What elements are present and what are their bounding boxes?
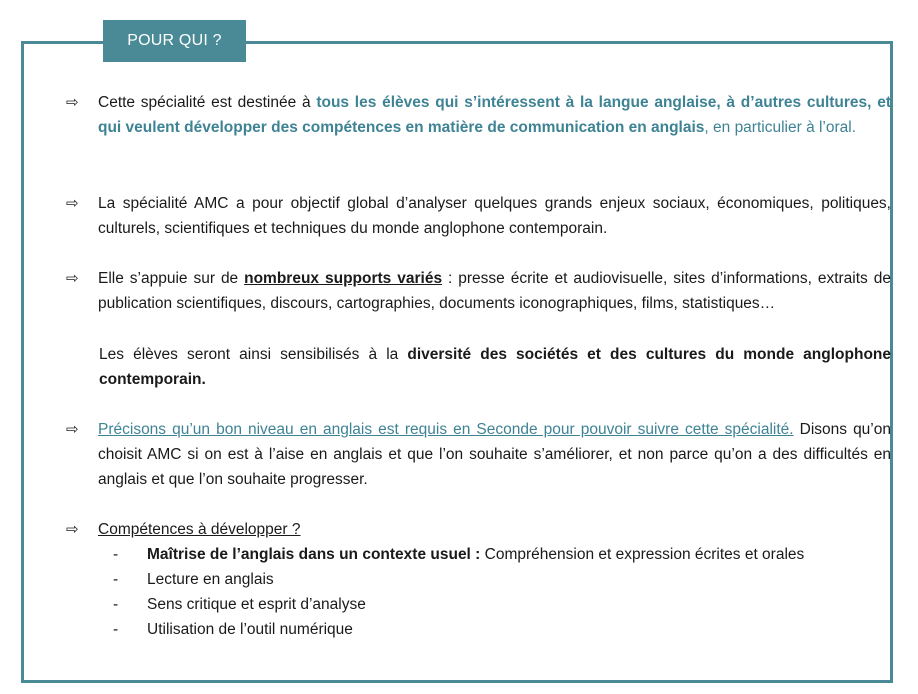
arrow-right-icon: ⇨: [66, 94, 79, 111]
conclusion-intro: Les élèves seront ainsi sensibilisés à la: [99, 346, 408, 363]
dash-marker: -: [113, 621, 119, 638]
dash-marker: -: [113, 596, 119, 613]
arrow-right-icon: ⇨: [66, 270, 79, 287]
audience-tail: , en particulier à l’oral.: [704, 119, 857, 136]
bullet-item-level: [66, 417, 891, 492]
arrow-right-icon: ⇨: [66, 421, 79, 438]
dash-marker: -: [113, 546, 119, 563]
bullet-text: La spécialité AMC a pour objectif global d’analyser quelques grands enjeux sociaux, économiques, politiques, culturels, scientifiques et techniques du monde anglophone contemporain.: [98, 195, 891, 237]
bullet-intro: Cette spécialité est destinée à: [98, 94, 317, 111]
skill-text: Sens critique et esprit d’analyse: [147, 596, 366, 613]
arrow-right-icon: ⇨: [66, 195, 79, 212]
skill-text: Lecture en anglais: [147, 571, 274, 588]
bullet-item-objective: [66, 191, 891, 241]
level-tail: Disons qu’on choisit AMC si on est à l’aise en anglais et que l’on souhaite s’améliorer, et non parce qu’on a des difficultés en anglais et que l’on souhaite progresser.: [98, 421, 891, 488]
bullet-text: [98, 90, 891, 140]
bullet-text: [98, 417, 891, 492]
supports-tail: : presse écrite et audiovisuelle, sites d’informations, extraits de publication scientifiques, discours, cartographies, documents iconographiques, films, statistiques…: [98, 270, 891, 312]
supports-emphasis: nombreux supports variés: [244, 270, 443, 287]
dash-marker: -: [113, 571, 119, 588]
list-item: [113, 592, 883, 617]
skills-list: [113, 542, 883, 642]
list-item: [113, 567, 883, 592]
bullet-item-supports: [66, 266, 891, 316]
bullet-text: [98, 266, 891, 316]
skills-heading-text: Compétences à développer ?: [98, 521, 301, 538]
skill-text: Utilisation de l’outil numérique: [147, 621, 353, 638]
bullet-item-skills: [66, 517, 891, 542]
arrow-right-icon: ⇨: [66, 521, 79, 538]
list-item: [113, 617, 883, 642]
skills-heading: [98, 517, 891, 542]
supports-conclusion: [99, 342, 891, 392]
bullet-item-audience: [66, 90, 891, 140]
skill-text: Compréhension et expression écrites et orales: [484, 546, 805, 563]
conclusion-bold: diversité des sociétés et des cultures du monde anglophone contemporain.: [99, 346, 891, 388]
bullet-intro: Elle s’appuie sur de: [98, 270, 245, 287]
level-requirement-link[interactable]: Précisons qu’un bon niveau en anglais est requis en Seconde pour pouvoir suivre cette spécialité.: [98, 421, 794, 438]
audience-highlight: tous les élèves qui s’intéressent à la langue anglaise, à d’autres cultures, et qui veulent développer des compétences en matière de communication en anglais: [98, 94, 891, 136]
list-item: [113, 542, 883, 567]
section-tab-label: POUR QUI ?: [127, 32, 222, 49]
skill-bold: Maîtrise de l’anglais dans un contexte usuel :: [147, 546, 485, 563]
